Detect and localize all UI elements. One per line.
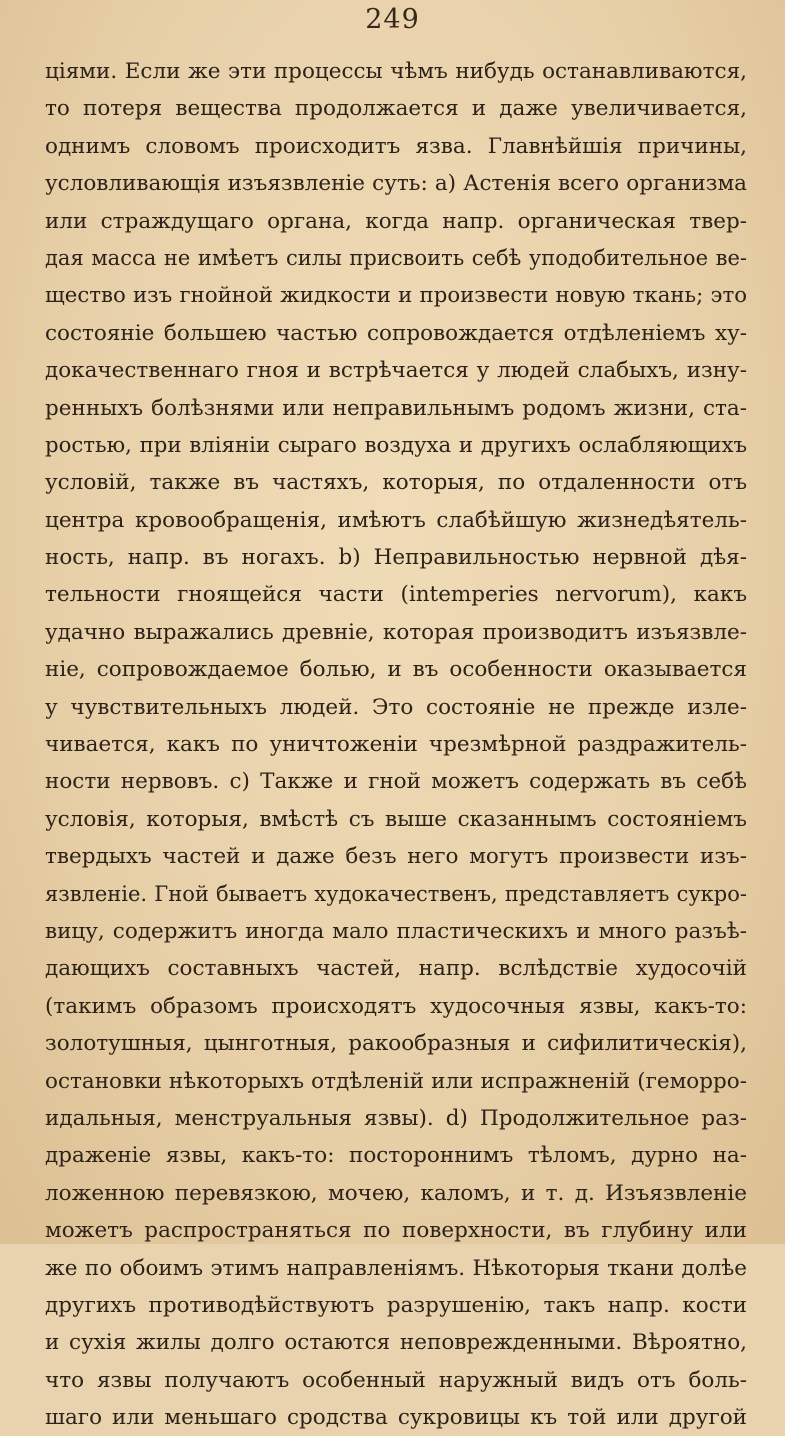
text-line: остановки нѣкоторыхъ отдѣленій или испражненій (геморро- [45,1068,747,1094]
text-line: язвленіе. Гной бываетъ худокачественъ, представляетъ сукро- [45,881,747,906]
text-line: дая масса не имѣетъ силы присвоить себѣ уподобительное ве- [45,245,747,270]
text-line: можетъ распространяться по поверхности, въ глубину или [45,1218,747,1244]
text-line: центра кровообращенія, имѣютъ слабѣйшую жизнедѣятель- [45,507,747,533]
text-line: докачественнаго гноя и встрѣчается у людей слабыхъ, изну- [45,358,747,384]
text-line: у чувствительныхъ людей. Это состояніе не прежде изле- [45,694,747,720]
text-line: ность, напр. въ ногахъ. b) Неправильностью нервной дѣя- [45,545,747,571]
text-line: вицу, содержитъ иногда мало пластическихъ и много разъѣ- [45,918,747,944]
page-number: 249 [365,4,420,35]
text-line: или страждущаго органа, когда напр. органическая твер- [45,208,747,234]
text-line: и сухія жилы долго остаются неповрежденными. Вѣроятно, [45,1330,747,1356]
text-line: тельности гноящейся части (intemperies nervorum), какъ [45,582,747,608]
text-line: драженіе язвы, какъ-то: постороннимъ тѣломъ, дурно на- [45,1143,747,1169]
text-line: условливающія изъязвленіе суть: а) Астенія всего организма [45,171,747,197]
text-line: то потеря вещества продолжается и даже увеличивается, [45,96,747,122]
text-line: твердыхъ частей и даже безъ него могутъ произвести изъ- [45,844,747,870]
text-line: (такимъ образомъ происходятъ худосочныя язвы, какъ-то: [45,993,747,1019]
text-line: чивается, какъ по уничтоженіи чрезмѣрной раздражитель- [45,732,747,758]
text-line: однимъ словомъ происходитъ язва. Главнѣйшія причины, [45,133,747,159]
text-line: же по обоимъ этимъ направленіямъ. Нѣкоторыя ткани долѣе [45,1255,747,1281]
text-line: что язвы получаютъ особенный наружный видъ отъ боль- [45,1367,747,1393]
text-line: удачно выражались древніе, которая производитъ изъязвле- [45,619,747,645]
body-text [45,53,747,1436]
text-line: ціями. Если же эти процессы чѣмъ нибудь останавливаются, [45,59,747,84]
text-line: щество изъ гнойной жидкости и произвести новую ткань; это [45,283,747,309]
text-line: идальныя, менструальныя язвы). d) Продолжительное раз- [45,1105,747,1131]
text-line: ности нервовъ. c) Также и гной можетъ содержать въ себѣ [45,769,747,795]
text-line: золотушныя, цынготныя, ракообразныя и сифилитическія), [45,1031,747,1057]
text-line: другихъ противодѣйствуютъ разрушенію, такъ напр. кости [45,1292,747,1318]
text-line: ренныхъ болѣзнями или неправильнымъ родомъ жизни, ста- [45,395,747,421]
text-line: состояніе большею частью сопровождается отдѣленіемъ ху- [45,320,747,346]
text-line: шаго или меньшаго сродства сукровицы къ той или другой [45,1405,747,1431]
text-line: дающихъ составныхъ частей, напр. вслѣдствіе худосочій [45,956,747,982]
text-line: ростью, при вліяніи сыраго воздуха и другихъ ослабляющихъ [45,432,747,458]
text-line: ніе, сопровождаемое болью, и въ особенности оказывается [45,657,747,683]
text-line: ложенною перевязкою, мочею, каломъ, и т. д. Изъязвленіе [45,1180,747,1206]
text-line: условій, также въ частяхъ, которыя, по отдаленности отъ [45,470,747,496]
text-line: условія, которыя, вмѣстѣ съ выше сказаннымъ состояніемъ [45,806,747,832]
